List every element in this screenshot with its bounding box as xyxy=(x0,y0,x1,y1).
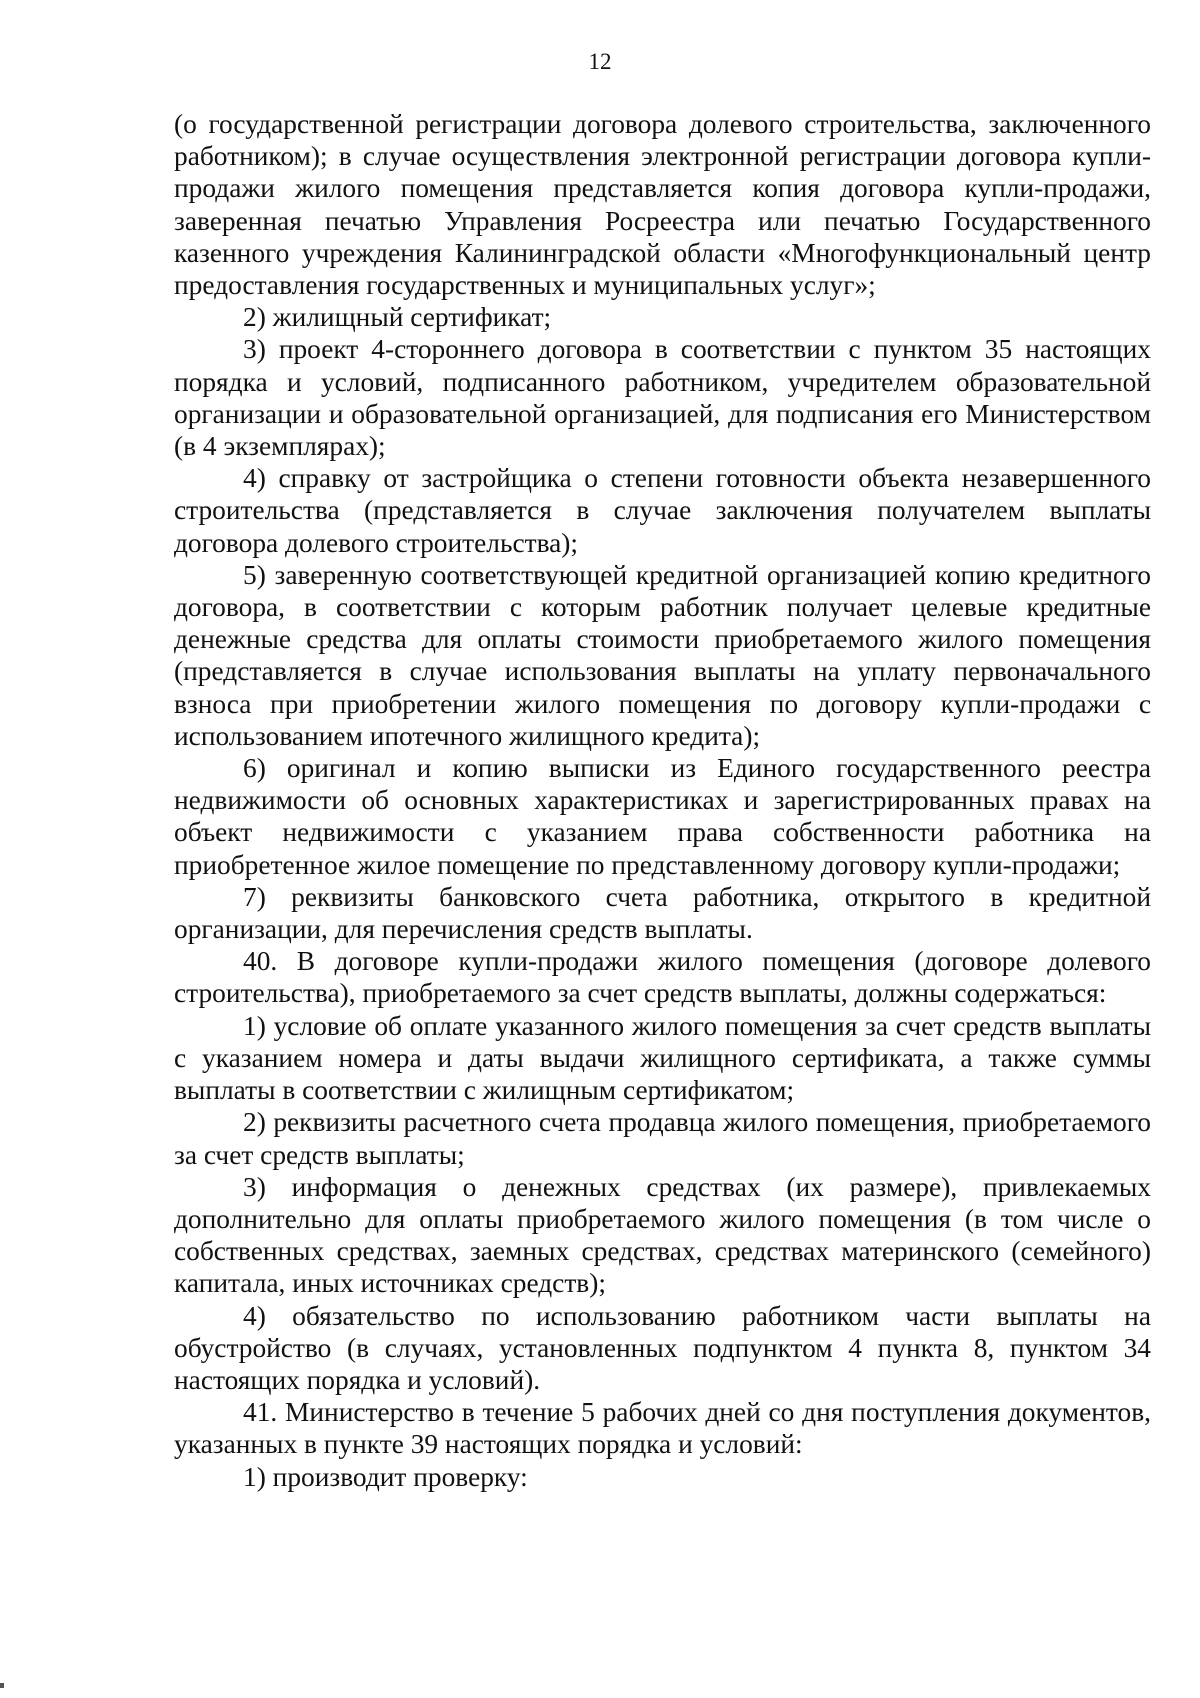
list-item-housing-certificate: 2) жилищный сертификат; xyxy=(243,302,552,333)
list-item-verification: 1) производит проверку: xyxy=(243,1461,528,1492)
list-item-developer-certificate: 4) справку от застройщика о степени готовности объекта незавершенного строительства (представляется в случае заключения получателем выплаты договора долевого строительства); xyxy=(174,463,1151,558)
list-item-seller-account: 2) реквизиты расчетного счета продавца жилого помещения, приобретаемого за счет средств выплаты; xyxy=(174,1107,1151,1170)
list-item-registry-extract: 6) оригинал и копию выписки из Единого государственного реестра недвижимости об основных характеристиках и зарегистрированных правах на объект недвижимости с указанием права собственности работника на приобретенное жилое помещение по представленному договору купли-продажи; xyxy=(174,753,1151,880)
list-item-additional-funds: 3) информация о денежных средствах (их размере), привлекаемых дополнительно для оплаты приобретаемого жилого помещения (в том числе о собственных средствах, заемных средствах, средствах материнского (семейного) капитала, иных источниках средств); xyxy=(174,1171,1151,1299)
list-item-four-party-contract: 3) проект 4-стороннего договора в соответствии с пунктом 35 настоящих порядка и условий, подписанного работником, учредителем образовательной организации и образовательной организацией, для подписания его Министерством (в 4 экземплярах); xyxy=(174,334,1151,462)
page-number: 12 xyxy=(588,49,612,74)
list-item-bank-details: 7) реквизиты банковского счета работника, открытого в кредитной организации, для перечисления средств выплаты. xyxy=(174,881,1151,945)
list-item-arrangement-obligation: 4) обязательство по использованию работником части выплаты на обустройство (в случаях, установленных подпунктом 4 пункта 8, пунктом 34 настоящих порядка и условий). xyxy=(174,1300,1151,1395)
list-item-credit-agreement: 5) заверенную соответствующей кредитной организацией копию кредитного договора, в соответствии с которым работник получает целевые кредитные денежные средства для оплаты стоимости приобретаемого жилого помещения (представляется в случае использования выплаты на уплату первоначального взноса при приобретении жилого помещения по договору купли-продажи с использованием ипотечного жилищного кредита); xyxy=(174,559,1151,751)
scan-edge-mark xyxy=(0,1683,4,1688)
paragraph-registration-continuation: (о государственной регистрации договора долевого строительства, заключенного работником); в случае осуществления электронной регистрации договора купли-продажи жилого помещения представляется копия договора купли-продажи, заверенная печатью Управления Росреестра или печатью Государственного казенного учреждения Калининградской области «Многофункциональный центр предоставления государственных и муниципальных услуг»; xyxy=(174,109,1151,301)
document-body xyxy=(174,108,1151,1493)
paragraph-clause-40: 40. В договоре купли-продажи жилого помещения (договоре долевого строительства), приобретаемого за счет средств выплаты, должны содержаться: xyxy=(174,946,1151,1009)
list-item-payment-condition: 1) условие об оплате указанного жилого помещения за счет средств выплаты с указанием номера и даты выдачи жилищного сертификата, а также суммы выплаты в соответствии с жилищным сертификатом; xyxy=(174,1010,1151,1106)
paragraph-clause-41: 41. Министерство в течение 5 рабочих дней со дня поступления документов, указанных в пункте 39 настоящих порядка и условий: xyxy=(174,1397,1151,1460)
